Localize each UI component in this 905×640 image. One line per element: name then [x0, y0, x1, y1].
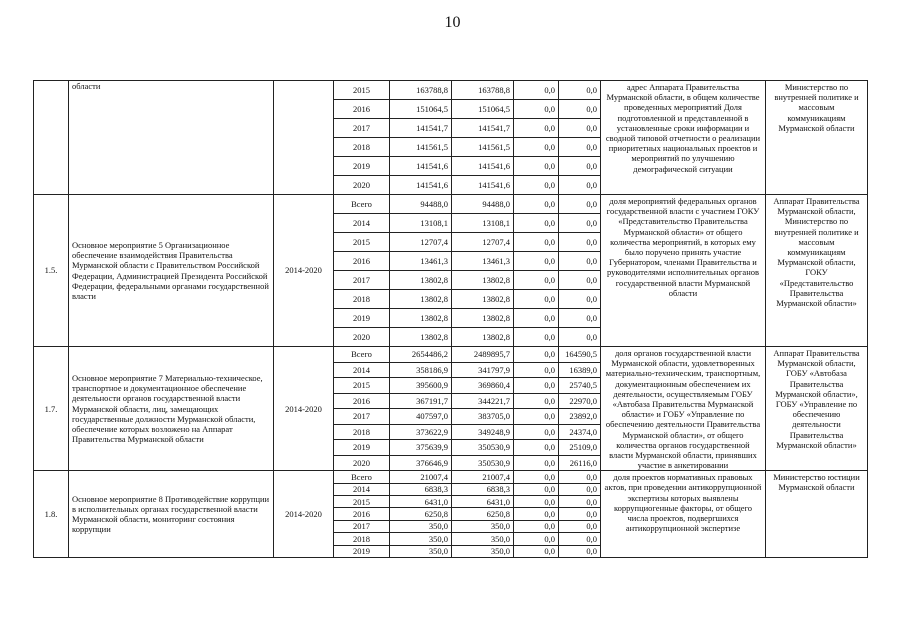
federal-budget-cell: 0,0	[514, 138, 559, 157]
total-cell: 141561,5	[390, 138, 452, 157]
year-cell: Всего	[334, 471, 390, 483]
year-cell: 2014	[334, 483, 390, 495]
other-sources-cell: 0,0	[559, 195, 601, 214]
regional-budget-cell: 2489895,7	[452, 347, 514, 363]
year-cell: 2020	[334, 176, 390, 195]
regional-budget-cell: 350,0	[452, 533, 514, 545]
regional-budget-cell: 21007,4	[452, 471, 514, 483]
other-sources-cell: 0,0	[559, 233, 601, 252]
regional-budget-cell: 350530,9	[452, 440, 514, 456]
year-cell: 2017	[334, 271, 390, 290]
total-cell: 358186,9	[390, 362, 452, 378]
regional-budget-cell: 6838,3	[452, 483, 514, 495]
total-cell: 21007,4	[390, 471, 452, 483]
year-cell: 2020	[334, 328, 390, 347]
federal-budget-cell: 0,0	[514, 309, 559, 328]
year-cell: 2016	[334, 393, 390, 409]
federal-budget-cell: 0,0	[514, 496, 559, 508]
implementation-period	[274, 81, 334, 195]
other-sources-cell: 0,0	[559, 496, 601, 508]
regional-budget-cell: 141541,6	[452, 157, 514, 176]
other-sources-cell: 0,0	[559, 508, 601, 520]
other-sources-cell: 26116,0	[559, 455, 601, 471]
year-cell: 2016	[334, 100, 390, 119]
regional-budget-cell: 6250,8	[452, 508, 514, 520]
year-cell: 2015	[334, 233, 390, 252]
total-cell: 12707,4	[390, 233, 452, 252]
total-cell: 163788,8	[390, 81, 452, 100]
other-sources-cell: 164590,5	[559, 347, 601, 363]
activity-name: Основное мероприятие 5 Организационное обеспечение взаимодействия Правительства Мурманской области с Правительством Российской Федерации, Администрацией Президента Российской Федерации, федеральными органами государственной власти	[69, 195, 274, 347]
other-sources-cell: 25109,0	[559, 440, 601, 456]
federal-budget-cell: 0,0	[514, 455, 559, 471]
year-cell: 2017	[334, 119, 390, 138]
year-cell: 2014	[334, 362, 390, 378]
other-sources-cell: 0,0	[559, 157, 601, 176]
federal-budget-cell: 0,0	[514, 252, 559, 271]
federal-budget-cell: 0,0	[514, 424, 559, 440]
item-number: 1.5.	[34, 195, 69, 347]
other-sources-cell: 0,0	[559, 483, 601, 495]
year-cell: 2018	[334, 138, 390, 157]
regional-budget-cell: 13802,8	[452, 271, 514, 290]
page-number: 10	[444, 14, 461, 31]
regional-budget-cell: 13108,1	[452, 214, 514, 233]
other-sources-cell: 25740,5	[559, 378, 601, 394]
program-table	[33, 80, 868, 558]
year-cell: 2019	[334, 157, 390, 176]
total-cell: 367191,7	[390, 393, 452, 409]
federal-budget-cell: 0,0	[514, 520, 559, 532]
regional-budget-cell: 141541,6	[452, 176, 514, 195]
federal-budget-cell: 0,0	[514, 393, 559, 409]
total-cell: 141541,6	[390, 157, 452, 176]
item-number: 1.7.	[34, 347, 69, 471]
other-sources-cell: 0,0	[559, 290, 601, 309]
regional-budget-cell: 6431,0	[452, 496, 514, 508]
federal-budget-cell: 0,0	[514, 378, 559, 394]
total-cell: 6431,0	[390, 496, 452, 508]
other-sources-cell: 24374,0	[559, 424, 601, 440]
regional-budget-cell: 163788,8	[452, 81, 514, 100]
other-sources-cell: 0,0	[559, 176, 601, 195]
regional-budget-cell: 151064,5	[452, 100, 514, 119]
year-cell: 2019	[334, 440, 390, 456]
other-sources-cell: 0,0	[559, 100, 601, 119]
regional-budget-cell: 369860,4	[452, 378, 514, 394]
total-cell: 13461,3	[390, 252, 452, 271]
table-row	[34, 81, 868, 100]
other-sources-cell: 0,0	[559, 520, 601, 532]
total-cell: 6838,3	[390, 483, 452, 495]
total-cell: 350,0	[390, 520, 452, 532]
total-cell: 373622,9	[390, 424, 452, 440]
other-sources-cell: 0,0	[559, 533, 601, 545]
regional-budget-cell: 141541,7	[452, 119, 514, 138]
year-cell: 2018	[334, 424, 390, 440]
year-cell: 2018	[334, 533, 390, 545]
federal-budget-cell: 0,0	[514, 119, 559, 138]
table-row	[34, 347, 868, 363]
other-sources-cell: 0,0	[559, 271, 601, 290]
year-cell: 2015	[334, 81, 390, 100]
total-cell: 13802,8	[390, 328, 452, 347]
implementation-period: 2014-2020	[274, 347, 334, 471]
other-sources-cell: 22970,0	[559, 393, 601, 409]
federal-budget-cell: 0,0	[514, 545, 559, 557]
federal-budget-cell: 0,0	[514, 362, 559, 378]
regional-budget-cell: 94488,0	[452, 195, 514, 214]
other-sources-cell: 0,0	[559, 81, 601, 100]
year-cell: 2017	[334, 409, 390, 425]
total-cell: 395600,9	[390, 378, 452, 394]
federal-budget-cell: 0,0	[514, 81, 559, 100]
total-cell: 6250,8	[390, 508, 452, 520]
year-cell: 2018	[334, 290, 390, 309]
regional-budget-cell: 141561,5	[452, 138, 514, 157]
total-cell: 94488,0	[390, 195, 452, 214]
total-cell: 141541,7	[390, 119, 452, 138]
total-cell: 13802,8	[390, 271, 452, 290]
regional-budget-cell: 13802,8	[452, 309, 514, 328]
other-sources-cell: 0,0	[559, 545, 601, 557]
activity-name: области	[69, 81, 274, 195]
indicator-text: доля органов государственной власти Мурманской области, удовлетворенных материально-техническим, транспортным, документационным обеспечением их деятельности, осуществляемым ГОБУ «Автобаза Правительства Мурманской области» и ГОБУ «Управление по обеспечению деятельности Правительства Мурманской области», от общего количества органов государственной власти Мурманской области, принявших участие в анкетировании	[601, 347, 766, 471]
regional-budget-cell: 350,0	[452, 545, 514, 557]
other-sources-cell: 0,0	[559, 119, 601, 138]
federal-budget-cell: 0,0	[514, 233, 559, 252]
federal-budget-cell: 0,0	[514, 440, 559, 456]
year-cell: 2015	[334, 496, 390, 508]
regional-budget-cell: 349248,9	[452, 424, 514, 440]
other-sources-cell: 0,0	[559, 328, 601, 347]
executor-text: Аппарат Правительства Мурманской области, ГОБУ «Автобаза Правительства Мурманской области», ГОБУ «Управление по обеспечению деятельности Правительства Мурманской области»	[766, 347, 868, 471]
year-cell: 2019	[334, 309, 390, 328]
year-cell: Всего	[334, 195, 390, 214]
other-sources-cell: 0,0	[559, 138, 601, 157]
total-cell: 376646,9	[390, 455, 452, 471]
other-sources-cell: 0,0	[559, 471, 601, 483]
federal-budget-cell: 0,0	[514, 176, 559, 195]
executor-text: Аппарат Правительства Мурманской области, Министерство по внутренней политике и массовым коммуникациям Мурманской области, ГОКУ «Представительство Правительства Мурманской области»	[766, 195, 868, 347]
federal-budget-cell: 0,0	[514, 328, 559, 347]
executor-text: Министерство по внутренней политике и массовым коммуникациям Мурманской области	[766, 81, 868, 195]
indicator-text: доля мероприятий федеральных органов государственной власти с участием ГОКУ «Представительство Правительства Мурманской области» от общего количества мероприятий, в которых ему было поручено принять участие Губернатором, членами Правительства и руководителями исполнительных органов государственной власти Мурманской области	[601, 195, 766, 347]
regional-budget-cell: 350530,9	[452, 455, 514, 471]
total-cell: 350,0	[390, 533, 452, 545]
other-sources-cell: 0,0	[559, 252, 601, 271]
other-sources-cell: 0,0	[559, 214, 601, 233]
total-cell: 375639,9	[390, 440, 452, 456]
regional-budget-cell: 383705,0	[452, 409, 514, 425]
indicator-text: адрес Аппарата Правительства Мурманской области, в общем количестве проведенных мероприятий Доля подготовленной и представленной в установленные сроки информации и сводной типовой отчетности о реализации приоритетных национальных проектов и мероприятий по улучшению демографической ситуации	[601, 81, 766, 195]
item-number: 1.8.	[34, 471, 69, 558]
year-cell: 2017	[334, 520, 390, 532]
regional-budget-cell: 13461,3	[452, 252, 514, 271]
other-sources-cell: 0,0	[559, 309, 601, 328]
total-cell: 13802,8	[390, 309, 452, 328]
year-cell: 2019	[334, 545, 390, 557]
year-cell: 2015	[334, 378, 390, 394]
federal-budget-cell: 0,0	[514, 195, 559, 214]
federal-budget-cell: 0,0	[514, 290, 559, 309]
federal-budget-cell: 0,0	[514, 483, 559, 495]
total-cell: 350,0	[390, 545, 452, 557]
federal-budget-cell: 0,0	[514, 157, 559, 176]
federal-budget-cell: 0,0	[514, 271, 559, 290]
indicator-text: доля проектов нормативных правовых актов, при проведении антикоррупционной экспертизы которых выявлены коррупциогенные факторы, от общего числа проектов, подвергшихся антикоррупционной экспертизе	[601, 471, 766, 558]
implementation-period: 2014-2020	[274, 195, 334, 347]
federal-budget-cell: 0,0	[514, 471, 559, 483]
federal-budget-cell: 0,0	[514, 100, 559, 119]
other-sources-cell: 16389,0	[559, 362, 601, 378]
regional-budget-cell: 13802,8	[452, 328, 514, 347]
item-number	[34, 81, 69, 195]
total-cell: 141541,6	[390, 176, 452, 195]
year-cell: 2016	[334, 508, 390, 520]
activity-name: Основное мероприятие 8 Противодействие коррупции в исполнительных органах государственной власти Мурманской области, мониторинг состояния коррупции	[69, 471, 274, 558]
total-cell: 2654486,2	[390, 347, 452, 363]
federal-budget-cell: 0,0	[514, 508, 559, 520]
total-cell: 407597,0	[390, 409, 452, 425]
table-row	[34, 195, 868, 214]
year-cell: 2014	[334, 214, 390, 233]
federal-budget-cell: 0,0	[514, 214, 559, 233]
federal-budget-cell: 0,0	[514, 409, 559, 425]
federal-budget-cell: 0,0	[514, 347, 559, 363]
executor-text: Министерство юстиции Мурманской области	[766, 471, 868, 558]
regional-budget-cell: 344221,7	[452, 393, 514, 409]
total-cell: 13802,8	[390, 290, 452, 309]
regional-budget-cell: 12707,4	[452, 233, 514, 252]
regional-budget-cell: 341797,9	[452, 362, 514, 378]
regional-budget-cell: 350,0	[452, 520, 514, 532]
other-sources-cell: 23892,0	[559, 409, 601, 425]
total-cell: 151064,5	[390, 100, 452, 119]
regional-budget-cell: 13802,8	[452, 290, 514, 309]
federal-budget-cell: 0,0	[514, 533, 559, 545]
year-cell: 2016	[334, 252, 390, 271]
total-cell: 13108,1	[390, 214, 452, 233]
table-row	[34, 471, 868, 483]
year-cell: 2020	[334, 455, 390, 471]
activity-name: Основное мероприятие 7 Материально-техническое, транспортное и документационное обеспечение деятельности органов государственной власти Мурманской области, лиц, замещающих государственные должности Мурманской области, обеспечение которых возложено на Аппарат Правительства Мурманской области	[69, 347, 274, 471]
year-cell: Всего	[334, 347, 390, 363]
implementation-period: 2014-2020	[274, 471, 334, 558]
